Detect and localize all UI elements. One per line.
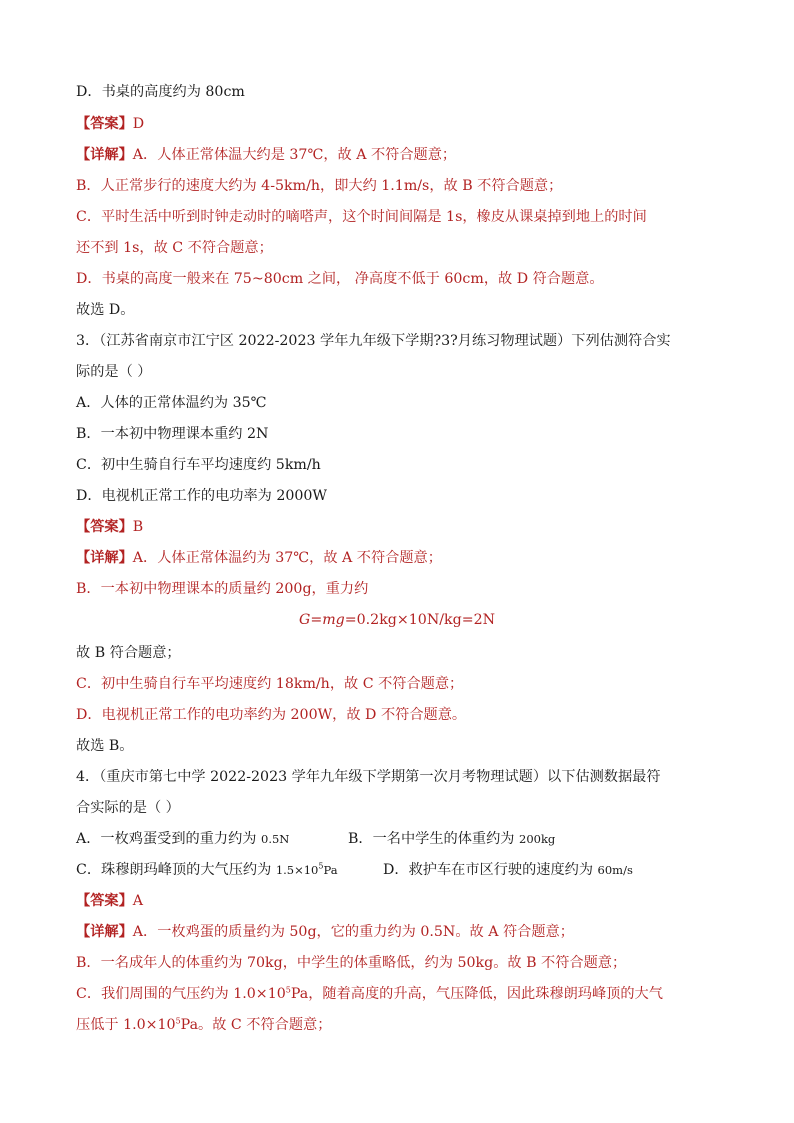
detail-c-1b: Pa，随着高度的升高，气压降低，因此珠穆朗玛峰顶的大气 — [290, 986, 663, 1002]
q4-detail-b: B．一名成年人的体重约为 70kg，中学生的体重略低，约为 50kg。故 B 不符合题意； — [76, 955, 627, 971]
detail-text: A．人体正常体温大约是 37℃，故 A 不符合题意； — [132, 147, 457, 163]
answer-value: A — [132, 893, 144, 909]
option-b-value: 200kg — [519, 832, 556, 846]
q4-detail-c-2 — [76, 1015, 331, 1035]
answer-label: 【答案】 — [76, 519, 133, 535]
detail-c-2-exp: 5 — [175, 1016, 181, 1026]
q3-stem-2: 际的是（ ） — [76, 364, 152, 380]
q2-detail-b: B．人正常步行的速度大约为 4-5km/h，即大约 1.1m/s，故 B 不符合题意； — [76, 178, 563, 194]
formula-rest: =0.2kg×10N/kg=2N — [344, 612, 496, 628]
q4-detail-c-1 — [76, 984, 663, 1004]
q3-detail-c: C．初中生骑自行车平均速度约 18km/h，故 C 不符合题意； — [76, 676, 464, 692]
q4-detail-a — [76, 922, 574, 942]
q3-detail-d: D．电视机正常工作的电功率约为 200W，故 D 不符合题意。 — [76, 707, 467, 723]
q2-detail-a — [76, 145, 456, 165]
option-d-text: D．救护车在市区行驶的速度约为 — [383, 862, 594, 878]
q3-answer — [76, 517, 143, 537]
option-a-value: 0.5N — [261, 832, 290, 846]
q4-answer — [76, 891, 143, 911]
option-c-value-base: 1.5×10 — [275, 863, 319, 877]
detail-label: 【详解】 — [76, 924, 133, 940]
detail-c-1-exp: 5 — [285, 985, 291, 995]
q4-option-c — [76, 860, 338, 880]
q3-detail-b-end: 故 B 符合题意； — [76, 645, 181, 661]
q3-option-b: B．一本初中物理课本重约 2N — [76, 426, 269, 442]
option-d-value: 60m/s — [597, 863, 633, 877]
q2-option-d: D．书桌的高度约为 80cm — [76, 84, 245, 100]
q2-answer — [76, 114, 144, 134]
option-c-value-exp: 5 — [318, 861, 324, 871]
detail-c-1a: C．我们周围的气压约为 1.0×10 — [76, 986, 286, 1002]
detail-c-2b: Pa。故 C 不符合题意； — [180, 1017, 332, 1033]
answer-value: D — [132, 116, 145, 132]
q3-detail-b: B．一本初中物理课本的质量约 200g，重力约 — [76, 581, 369, 597]
q4-option-a — [76, 829, 289, 849]
q3-option-d: D．电视机正常工作的电功率为 2000W — [76, 488, 328, 504]
detail-text: A．人体正常体温约为 37℃，故 A 不符合题意； — [132, 550, 442, 566]
option-c-text: C．珠穆朗玛峰顶的大气压约为 — [76, 862, 272, 878]
q2-detail-c-2: 还不到 1s，故 C 不符合题意； — [76, 240, 273, 256]
q3-option-c: C．初中生骑自行车平均速度约 5km/h — [76, 457, 321, 473]
option-b-text: B．一名中学生的体重约为 — [348, 831, 515, 847]
answer-value: B — [132, 519, 144, 535]
q3-detail-a — [76, 548, 442, 568]
q3-conclusion: 故选 B。 — [76, 738, 134, 754]
q4-option-d — [383, 860, 633, 880]
q2-detail-d: D．书桌的高度一般来在 75~80cm 之间， 净高度不低于 60cm，故 D 符合题意。 — [76, 271, 604, 287]
detail-c-2a: 压低于 1.0×10 — [76, 1017, 176, 1033]
detail-label: 【详解】 — [76, 147, 133, 163]
formula-eq: = — [310, 612, 323, 628]
option-a-text: A．一枚鸡蛋受到的重力约为 — [76, 831, 257, 847]
q3-formula — [0, 610, 794, 630]
q3-option-a: A．人体的正常体温约为 35℃ — [76, 395, 267, 411]
answer-label: 【答案】 — [76, 116, 133, 132]
q2-conclusion: 故选 D。 — [76, 302, 135, 318]
q4-stem-2: 合实际的是（ ） — [76, 800, 180, 816]
answer-label: 【答案】 — [76, 893, 133, 909]
option-c-value-unit: Pa — [323, 863, 338, 877]
q4-option-b — [348, 829, 555, 849]
formula-mg: mg — [322, 612, 345, 628]
q3-stem-1: 3．（江苏省南京市江宁区 2022-2023 学年九年级下学期?3?月练习物理试题）下列估测符合实 — [76, 333, 671, 349]
formula-g: G — [298, 612, 311, 628]
q2-detail-c-1: C．平时生活中听到时钟走动时的嘀嗒声，这个时间间隔是 1s，橡皮从课桌掉到地上的时间 — [76, 209, 647, 225]
detail-label: 【详解】 — [76, 550, 133, 566]
detail-text: A．一枚鸡蛋的质量约为 50g，它的重力约为 0.5N。故 A 符合题意； — [132, 924, 574, 940]
q4-stem-1: 4．（重庆市第七中学 2022-2023 学年九年级下学期第一次月考物理试题）以下估测数据最符 — [76, 769, 661, 785]
